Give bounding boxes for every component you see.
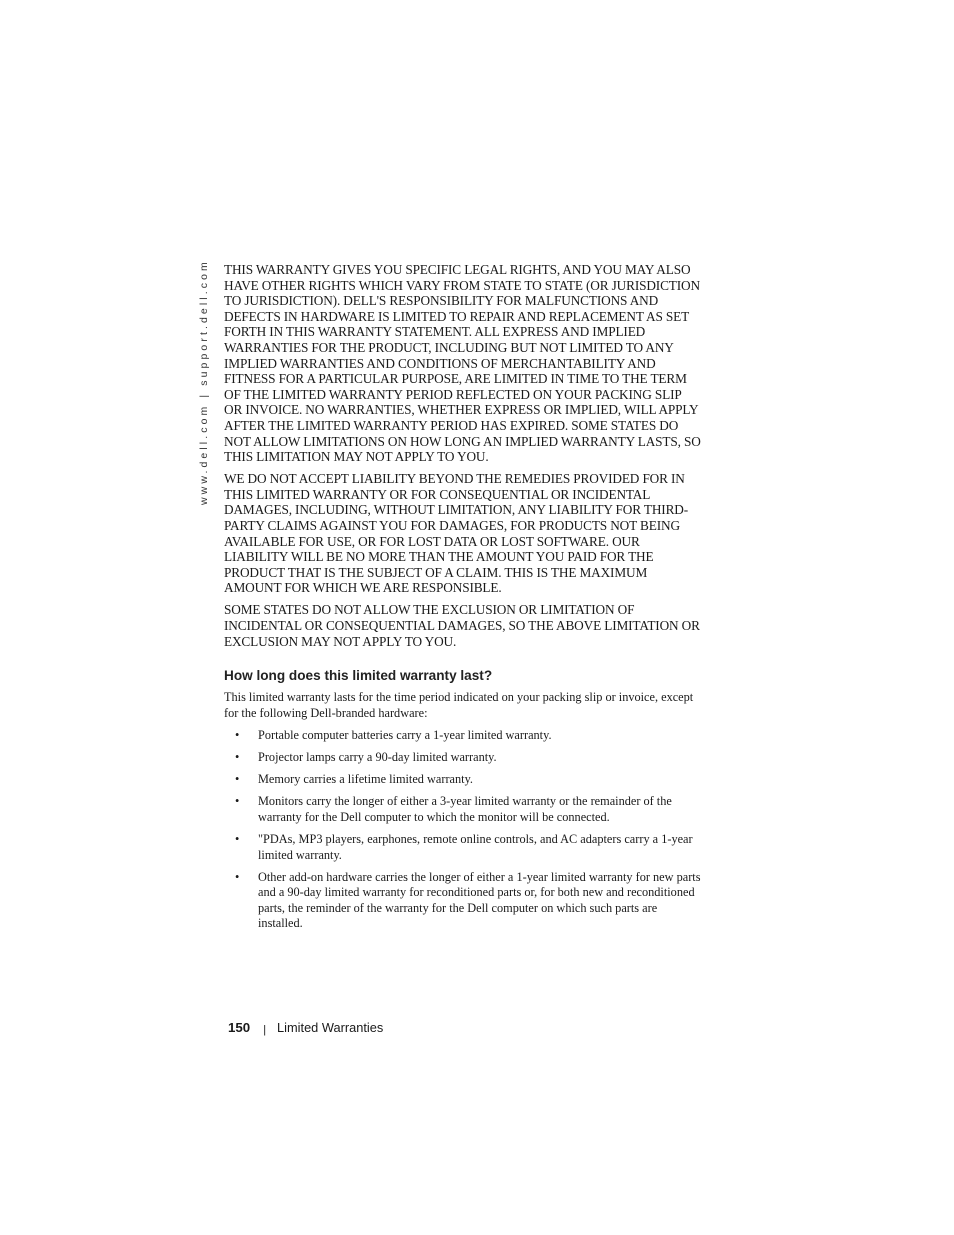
exclusion-paragraph: SOME STATES DO NOT ALLOW THE EXCLUSION OR LIMITATION OF INCIDENTAL OR CONSEQUENTIAL DAMAGES, SO THE ABOVE LIMITATION OR EXCLUSION MAY NOT APPLY TO YOU.	[224, 602, 700, 649]
bullet-icon: •	[235, 831, 240, 846]
list-item-text: Other add-on hardware carries the longer of either a 1-year limited warranty for new parts and a 90-day limited warranty for reconditioned parts or, for both new and reconditioned parts, the reminder of the warranty for the Dell computer on which such parts are installed.	[258, 869, 701, 931]
list-item	[224, 870, 702, 932]
bullet-icon: •	[235, 794, 240, 809]
bullet-icon: •	[235, 750, 240, 765]
list-item	[224, 772, 702, 788]
list-item-text: Portable computer batteries carry a 1-year limited warranty.	[258, 727, 552, 742]
page-number: 150	[228, 1020, 251, 1035]
list-item-text: Projector lamps carry a 90-day limited warranty.	[258, 750, 497, 765]
list-item	[224, 794, 702, 825]
list-item-text: Memory carries a lifetime limited warranty.	[258, 772, 473, 787]
list-item	[224, 750, 702, 766]
section-intro: This limited warranty lasts for the time period indicated on your packing slip or invoice, except for the following Dell-branded hardware:	[224, 690, 694, 720]
side-url-text: www.dell.com | support.dell.com	[198, 259, 210, 505]
liability-paragraph: WE DO NOT ACCEPT LIABILITY BEYOND THE REMEDIES PROVIDED FOR IN THIS LIMITED WARRANTY OR FOR CONSEQUENTIAL OR INCIDENTAL DAMAGES, INCLUDING, WITHOUT LIMITATION, ANY LIABILITY FOR THIRD-PARTY CLAIMS AGAINST YOU FOR DAMAGES, FOR PRODUCTS NOT BEING AVAILABLE FOR USE, OR FOR LOST DATA OR LOST SOFTWARE. OUR LIABILITY WILL BE NO MORE THAN THE AMOUNT YOU PAID FOR THE PRODUCT THAT IS THE SUBJECT OF A CLAIM. THIS IS THE MAXIMUM AMOUNT FOR WHICH WE ARE RESPONSIBLE.	[224, 471, 689, 596]
list-item	[224, 728, 702, 744]
chapter-title: Limited Warranties	[277, 1020, 384, 1035]
footer-separator: |	[263, 1024, 267, 1036]
bullet-icon: •	[235, 772, 240, 787]
list-item-text: "PDAs, MP3 players, earphones, remote online controls, and AC adapters carry a 1-year limited warranty.	[258, 831, 693, 862]
page-content	[224, 262, 702, 938]
warranty-bullet-list	[224, 728, 702, 932]
section-heading: How long does this limited warranty last?	[224, 668, 493, 684]
bullet-icon: •	[235, 727, 240, 742]
page-footer	[228, 1019, 383, 1038]
bullet-icon: •	[235, 869, 240, 884]
list-item-text: Monitors carry the longer of either a 3-year limited warranty or the remainder of the warranty for the Dell computer to which the monitor will be connected.	[258, 794, 672, 824]
warranty-rights-paragraph: THIS WARRANTY GIVES YOU SPECIFIC LEGAL RIGHTS, AND YOU MAY ALSO HAVE OTHER RIGHTS WHICH VARY FROM STATE TO STATE (OR JURISDICTION TO JURISDICTION). DELL'S RESPONSIBILITY FOR MALFUNCTIONS AND DEFECTS IN HARDWARE IS LIMITED TO REPAIR AND REPLACEMENT AS SET FORTH IN THIS WARRANTY STATEMENT. ALL EXPRESS AND IMPLIED WARRANTIES FOR THE PRODUCT, INCLUDING BUT NOT LIMITED TO ANY IMPLIED WARRANTIES AND CONDITIONS OF MERCHANTABILITY AND FITNESS FOR A PARTICULAR PURPOSE, ARE LIMITED IN TIME TO THE TERM OF THE LIMITED WARRANTY PERIOD REFLECTED ON YOUR PACKING SLIP OR INVOICE. NO WARRANTIES, WHETHER EXPRESS OR IMPLIED, WILL APPLY AFTER THE LIMITED WARRANTY PERIOD HAS EXPIRED. SOME STATES DO NOT ALLOW LIMITATIONS ON HOW LONG AN IMPLIED WARRANTY LASTS, SO THIS LIMITATION MAY NOT APPLY TO YOU.	[224, 262, 701, 465]
list-item	[224, 832, 702, 863]
